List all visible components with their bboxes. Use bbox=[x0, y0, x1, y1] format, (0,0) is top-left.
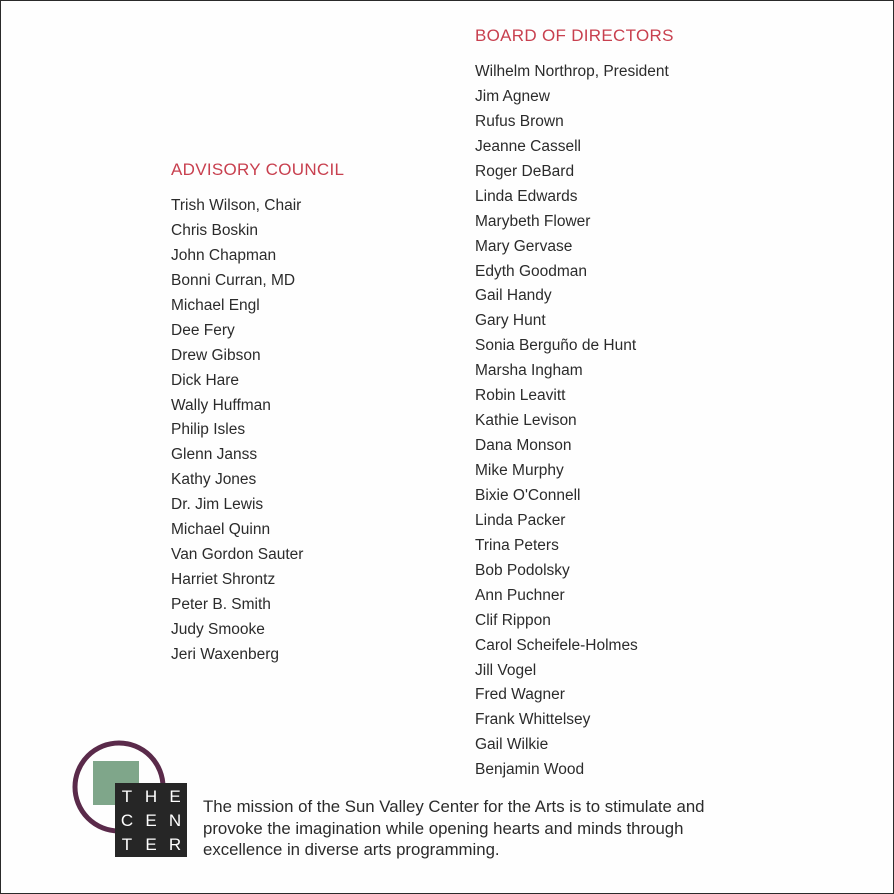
advisory-member: Van Gordon Sauter bbox=[171, 546, 304, 564]
advisory-member: Harriet Shrontz bbox=[171, 571, 276, 589]
mission-line: provoke the imagination while opening hearts and minds through bbox=[203, 818, 684, 838]
advisory-member: Wally Huffman bbox=[171, 396, 271, 414]
advisory-member: Michael Engl bbox=[171, 296, 260, 314]
board-member: Gail Handy bbox=[475, 287, 552, 305]
advisory-member: Judy Smooke bbox=[171, 620, 265, 638]
advisory-member: Kathy Jones bbox=[171, 471, 257, 489]
board-member: Marybeth Flower bbox=[475, 212, 591, 230]
board-member: Clif Rippon bbox=[475, 611, 551, 629]
logo-letter: R bbox=[168, 835, 182, 854]
advisory-member: Dee Fery bbox=[171, 321, 235, 339]
board-member: Linda Edwards bbox=[475, 187, 578, 205]
board-member: Fred Wagner bbox=[475, 686, 565, 704]
board-member: Carol Scheifele-Holmes bbox=[475, 636, 638, 654]
board-member: Benjamin Wood bbox=[475, 761, 585, 779]
board-member: Sonia Berguño de Hunt bbox=[475, 337, 637, 355]
logo-letter: E bbox=[169, 787, 181, 806]
board-member: Robin Leavitt bbox=[475, 387, 566, 405]
board-member: Gary Hunt bbox=[475, 312, 546, 330]
advisory-member: Michael Quinn bbox=[171, 521, 271, 539]
advisory-member: Jeri Waxenberg bbox=[171, 645, 279, 663]
mission-line: The mission of the Sun Valley Center for the Arts is to stimulate and bbox=[203, 797, 705, 816]
advisory-member: Dick Hare bbox=[171, 371, 240, 389]
board-of-directors-list bbox=[475, 60, 669, 783]
logo-letter: T bbox=[121, 835, 133, 854]
advisory-member: Dr. Jim Lewis bbox=[171, 496, 264, 514]
advisory-member: Chris Boskin bbox=[171, 221, 258, 239]
board-member: Trina Peters bbox=[475, 536, 559, 554]
advisory-member: Philip Isles bbox=[171, 421, 246, 439]
board-member: Wilhelm Northrop, President bbox=[475, 63, 669, 80]
advisory-member: Trish Wilson, Chair bbox=[171, 197, 302, 214]
board-member: Bixie O'Connell bbox=[475, 486, 581, 504]
board-member: Edyth Goodman bbox=[475, 262, 588, 280]
advisory-member: Bonni Curran, MD bbox=[171, 271, 296, 289]
board-member: Frank Whittelsey bbox=[475, 711, 591, 729]
board-member: Dana Monson bbox=[475, 437, 572, 455]
board-of-directors-heading: BOARD OF DIRECTORS bbox=[475, 26, 674, 45]
logo-letter: N bbox=[168, 811, 182, 830]
board-member: Gail Wilkie bbox=[475, 736, 549, 754]
board-member: Jeanne Cassell bbox=[475, 137, 581, 155]
logo-letter: E bbox=[145, 811, 157, 830]
the-center-logo bbox=[69, 739, 191, 861]
board-member: Linda Packer bbox=[475, 511, 566, 529]
logo-letter: T bbox=[121, 787, 133, 806]
logo-letter: E bbox=[145, 835, 157, 854]
board-member: Bob Podolsky bbox=[475, 561, 570, 579]
board-member: Roger DeBard bbox=[475, 162, 575, 180]
advisory-member: Drew Gibson bbox=[171, 346, 261, 364]
advisory-council-list bbox=[171, 194, 303, 668]
board-member: Marsha Ingham bbox=[475, 362, 583, 380]
board-member: Jim Agnew bbox=[475, 87, 550, 105]
board-member: Rufus Brown bbox=[475, 112, 564, 130]
board-member: Mary Gervase bbox=[475, 237, 573, 255]
logo-letter: C bbox=[120, 811, 134, 830]
board-member: Kathie Levison bbox=[475, 412, 577, 430]
advisory-council-heading: ADVISORY COUNCIL bbox=[171, 160, 345, 179]
board-member: Mike Murphy bbox=[475, 462, 564, 479]
advisory-member: John Chapman bbox=[171, 246, 277, 264]
advisory-member: Peter B. Smith bbox=[171, 596, 271, 613]
logo-wordmark bbox=[121, 787, 181, 854]
board-member: Ann Puchner bbox=[475, 586, 565, 604]
mission-statement bbox=[203, 796, 843, 861]
mission-line: excellence in diverse arts programming. bbox=[203, 840, 500, 859]
logo-letter: H bbox=[144, 787, 158, 806]
board-member: Jill Vogel bbox=[475, 661, 537, 679]
advisory-member: Glenn Janss bbox=[171, 446, 258, 464]
